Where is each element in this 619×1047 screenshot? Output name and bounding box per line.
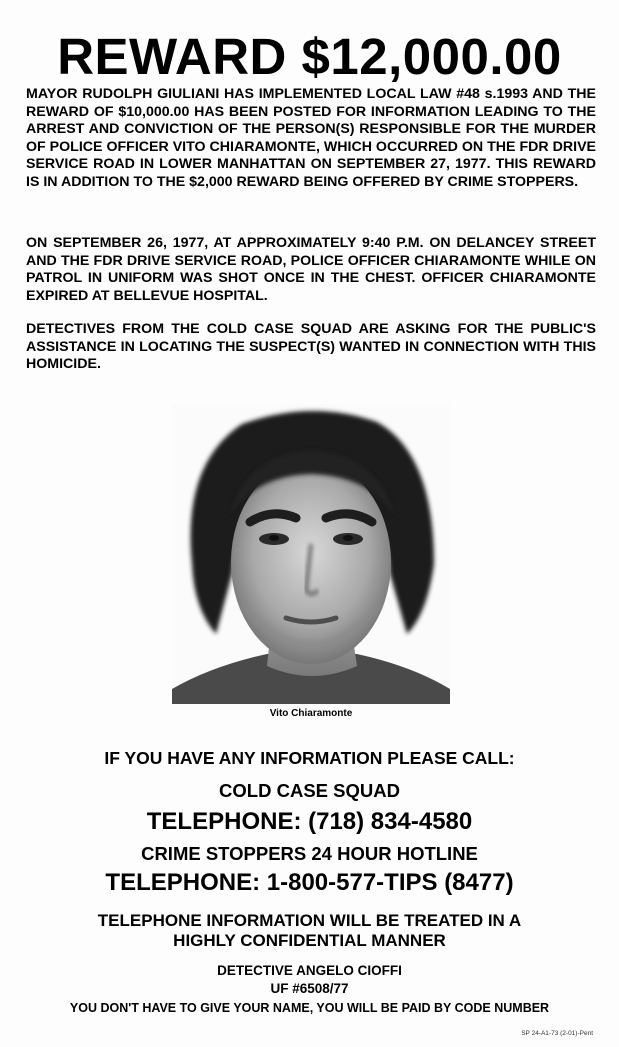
uf-number: UF #6508/77 xyxy=(270,981,349,996)
appeal-paragraph: DETECTIVES FROM THE COLD CASE SQUAD ARE ASKING FOR THE PUBLIC'S ASSISTANCE IN LOCATING THE SUSPECT(S) WANTED IN CONNECTION WITH THIS HOMICIDE. xyxy=(26,321,596,372)
reward-title: REWARD $12,000.00 xyxy=(57,28,562,85)
photo-caption: Vito Chiaramonte xyxy=(269,708,353,719)
reward-paragraph: MAYOR RUDOLPH GIULIANI HAS IMPLEMENTED LOCAL LAW #48 s.1993 AND THE REWARD OF $10,000.00 HAS BEEN POSTED FOR INFORMATION LEADING TO THE ARREST AND CONVICTION OF THE PERSON(S) RESPONSIBLE FOR THE MURDER OF POLICE OFFICER VITO CHIARAMONTE, WHICH OCCURRED ON THE FDR DRIVE SERVICE ROAD IN LOWER MANHATTAN ON SEPTEMBER 27, 1977. THIS REWARD IS IN ADDITION TO THE $2,000 REWARD BEING OFFERED BY CRIME STOPPERS. xyxy=(26,86,596,190)
portrait-image xyxy=(172,404,450,704)
confidential-notice-line2: HIGHLY CONFIDENTIAL MANNER xyxy=(173,931,446,950)
form-code: SP 24-A1-73 (2-01)-Pent xyxy=(521,1030,593,1037)
hotline-phone: TELEPHONE: 1-800-577-TIPS (8477) xyxy=(105,869,514,896)
detective-name: DETECTIVE ANGELO CIOFFI xyxy=(217,963,402,978)
call-instruction: IF YOU HAVE ANY INFORMATION PLEASE CALL: xyxy=(104,748,515,768)
incident-paragraph: ON SEPTEMBER 26, 1977, AT APPROXIMATELY 9:40 P.M. ON DELANCEY STREET AND THE FDR DRIVE SERVICE ROAD, POLICE OFFICER CHIARAMONTE WHILE ON PATROL IN UNIFORM WAS SHOT ONCE IN THE CHEST. OFFICER CHIARAMONTE EXPIRED AT BELLEVUE HOSPITAL. xyxy=(26,235,596,304)
confidential-notice-line1: TELEPHONE INFORMATION WILL BE TREATED IN A xyxy=(97,911,522,930)
squad-phone: TELEPHONE: (718) 834-4580 xyxy=(146,808,473,835)
anonymity-note: YOU DON'T HAVE TO GIVE YOUR NAME, YOU WILL BE PAID BY CODE NUMBER xyxy=(69,1001,550,1015)
victim-photo xyxy=(172,404,450,704)
hotline-name: CRIME STOPPERS 24 HOUR HOTLINE xyxy=(141,843,478,864)
squad-name: COLD CASE SQUAD xyxy=(219,780,400,801)
